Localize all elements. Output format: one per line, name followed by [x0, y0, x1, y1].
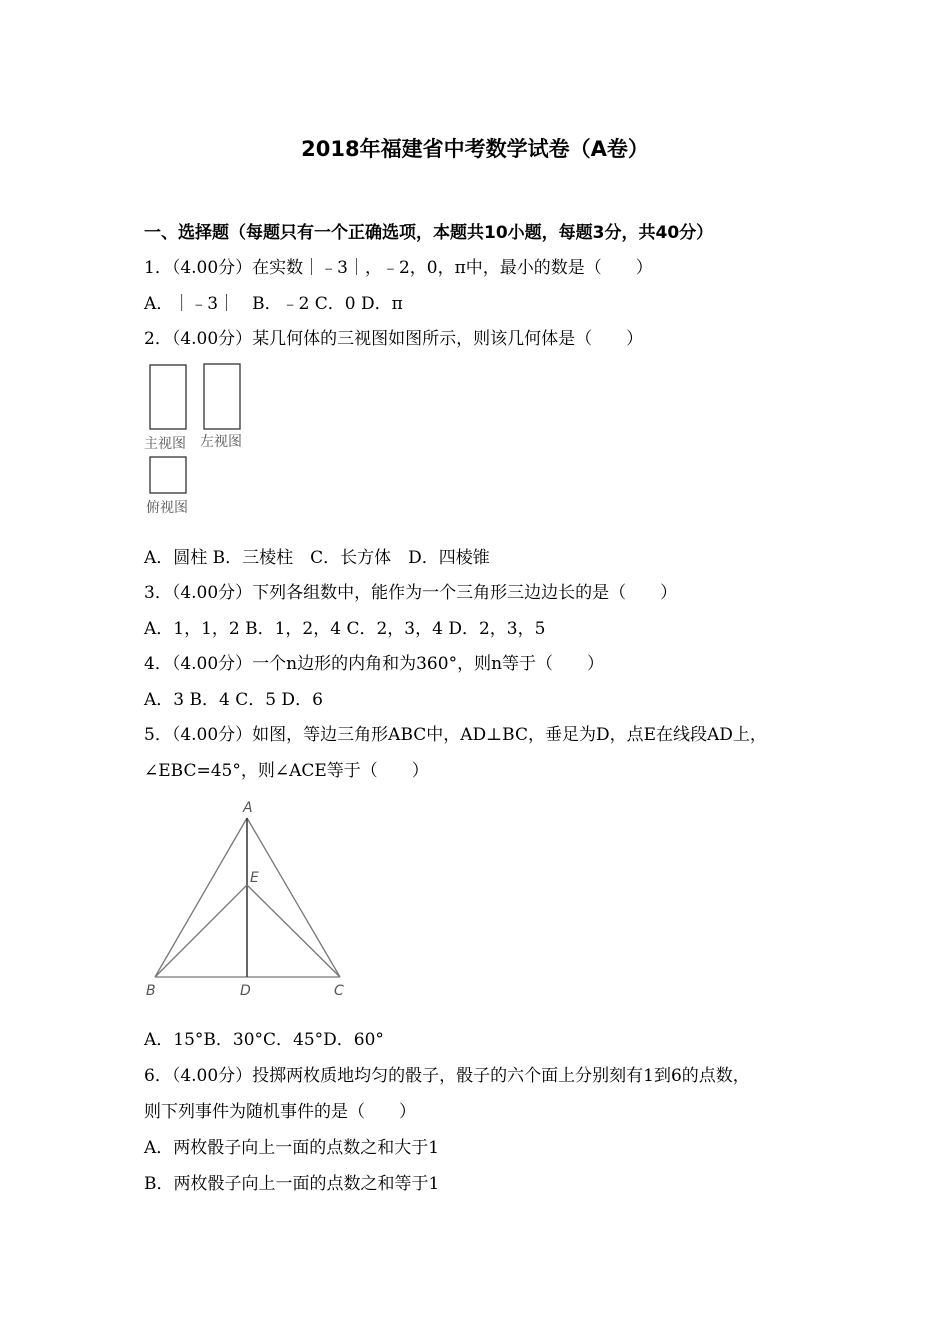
top-view-rect: [150, 457, 186, 493]
vertex-label-c: C: [334, 983, 344, 999]
segment-be: [155, 885, 247, 977]
question-1-stem: 1．（4.00分）在实数｜﹣3｜，﹣2，0，π中，最小的数是（ ）: [144, 258, 653, 278]
question-5-options: A．15°B．30°C．45°D．60°: [144, 1030, 384, 1050]
question-6-option-a: A．两枚骰子向上一面的点数之和大于1: [144, 1138, 440, 1158]
top-view-label: 俯视图: [146, 500, 188, 516]
question-3-options: A．1，1，2 B．1，2，4 C．2，3，4 D．2，3，5: [144, 619, 546, 639]
left-view-label: 左视图: [200, 434, 242, 450]
side-ab: [155, 818, 247, 977]
question-4-stem: 4．（4.00分）一个n边形的内角和为360°，则n等于（ ）: [144, 654, 605, 674]
question-4-options: A．3 B．4 C．5 D．6: [144, 690, 323, 710]
question-6-option-b: B．两枚骰子向上一面的点数之和等于1: [144, 1174, 440, 1194]
exam-title: 2018年福建省中考数学试卷（A卷）: [301, 137, 649, 161]
question-1-options: A．｜﹣3｜ B．﹣2 C．0 D．π: [144, 294, 403, 314]
three-view-figure: [140, 360, 260, 522]
section-heading: 一、选择题（每题只有一个正确选项，本题共10小题，每题3分，共40分）: [144, 223, 714, 243]
question-6-stem-line-1: 6．（4.00分）投掷两枚质地均匀的骰子，骰子的六个面上分别刻有1到6的点数，: [144, 1066, 750, 1086]
question-6-stem-line-2: 则下列事件为随机事件的是（ ）: [144, 1102, 416, 1122]
question-2-options: A．圆柱 B．三棱柱 C．长方体 D．四棱锥: [144, 548, 490, 568]
question-5-stem-line-2: ∠EBC=45°，则∠ACE等于（ ）: [144, 761, 429, 781]
front-view-label: 主视图: [144, 436, 186, 452]
vertex-label-a: A: [243, 800, 253, 816]
question-2-stem: 2．（4.00分）某几何体的三视图如图所示，则该几何体是（ ）: [144, 329, 644, 349]
left-view-rect: [204, 364, 240, 429]
segment-ce: [247, 885, 340, 977]
triangle-figure: [140, 796, 360, 1002]
vertex-label-b: B: [146, 983, 156, 999]
question-5-stem-line-1: 5．（4.00分）如图，等边三角形ABC中，AD⊥BC，垂足为D，点E在线段AD上，: [144, 725, 767, 745]
point-label-d: D: [240, 983, 251, 999]
question-3-stem: 3．（4.00分）下列各组数中，能作为一个三角形三边边长的是（ ）: [144, 583, 678, 603]
side-ac: [247, 818, 340, 977]
front-view-rect: [150, 365, 186, 429]
point-label-e: E: [250, 870, 259, 886]
